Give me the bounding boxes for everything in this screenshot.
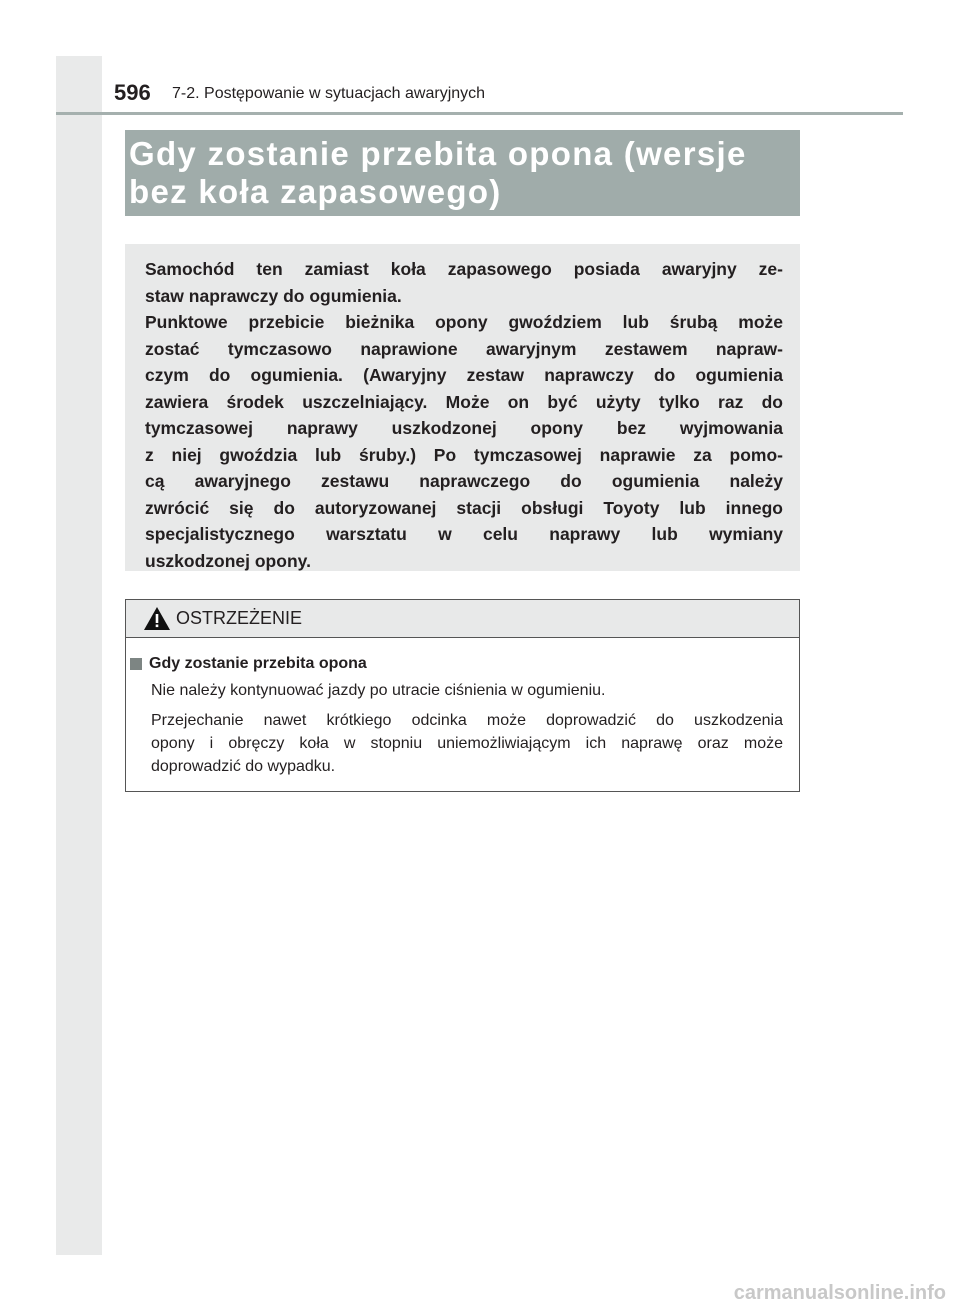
warning-subheading — [130, 652, 783, 675]
summary-line: uszkodzonej opony. — [145, 550, 311, 571]
subheading-text: Gdy zostanie przebita opona — [149, 655, 367, 672]
square-bullet-icon — [130, 658, 142, 670]
warning-triangle-icon — [144, 607, 170, 630]
summary-line: cą awaryjnego zestawu naprawczego do ogumienia należy — [145, 471, 783, 491]
breadcrumb: 7-2. Postępowanie w sytuacjach awaryjnych — [172, 85, 486, 102]
header-divider — [56, 112, 903, 115]
summary-line: zawiera środek uszczelniający. Może on być użyty tylko raz do — [145, 391, 783, 412]
margin-strip — [56, 56, 102, 1255]
summary-line: tymczasowej naprawy uszkodzonej opony bez wyjmowania — [145, 418, 783, 438]
summary-line: Samochód ten zamiast koła zapasowego posiada awaryjny ze- — [145, 259, 783, 279]
title-line: Gdy zostanie przebita opona (wersje — [129, 135, 747, 172]
warning-box — [125, 599, 800, 792]
warning-header — [126, 600, 799, 638]
summary-box — [125, 244, 800, 571]
summary-line: Punktowe przebicie bieżnika opony gwoździem lub śrubą może — [145, 312, 783, 332]
summary-line: staw naprawczy do ogumienia. — [145, 285, 402, 306]
summary-line: z niej gwoździa lub śruby.) Po tymczasowej naprawie za pomo- — [145, 444, 783, 465]
warning-paragraph: Nie należy kontynuować jazdy po utracie ciśnienia w ogumieniu. — [151, 682, 606, 699]
summary-line: zwrócić się do autoryzowanej stacji obsługi Toyoty lub innego — [145, 497, 783, 518]
paragraph-line: doprowadzić do wypadku. — [151, 758, 336, 775]
paragraph-line: Przejechanie nawet krótkiego odcinka może doprowadzić do uszkodzenia — [151, 712, 783, 729]
summary-line: specjalistycznego warsztatu w celu naprawy lub wymiany — [145, 524, 783, 544]
title-line: bez koła zapasowego) — [129, 173, 502, 210]
warning-heading: OSTRZEŻENIE — [176, 608, 303, 628]
warning-paragraph — [130, 709, 783, 778]
paragraph-line: opony i obręczy koła w stopniu uniemożliwiającym ich naprawę oraz może — [151, 735, 783, 752]
summary-line: zostać tymczasowo naprawione awaryjnym zestawem napraw- — [145, 338, 783, 359]
watermark: carmanualsonline.info — [733, 1282, 946, 1304]
page-number: 596 — [114, 80, 151, 105]
section-title — [125, 130, 800, 216]
summary-line: czym do ogumienia. (Awaryjny zestaw naprawczy do ogumienia — [145, 365, 783, 385]
